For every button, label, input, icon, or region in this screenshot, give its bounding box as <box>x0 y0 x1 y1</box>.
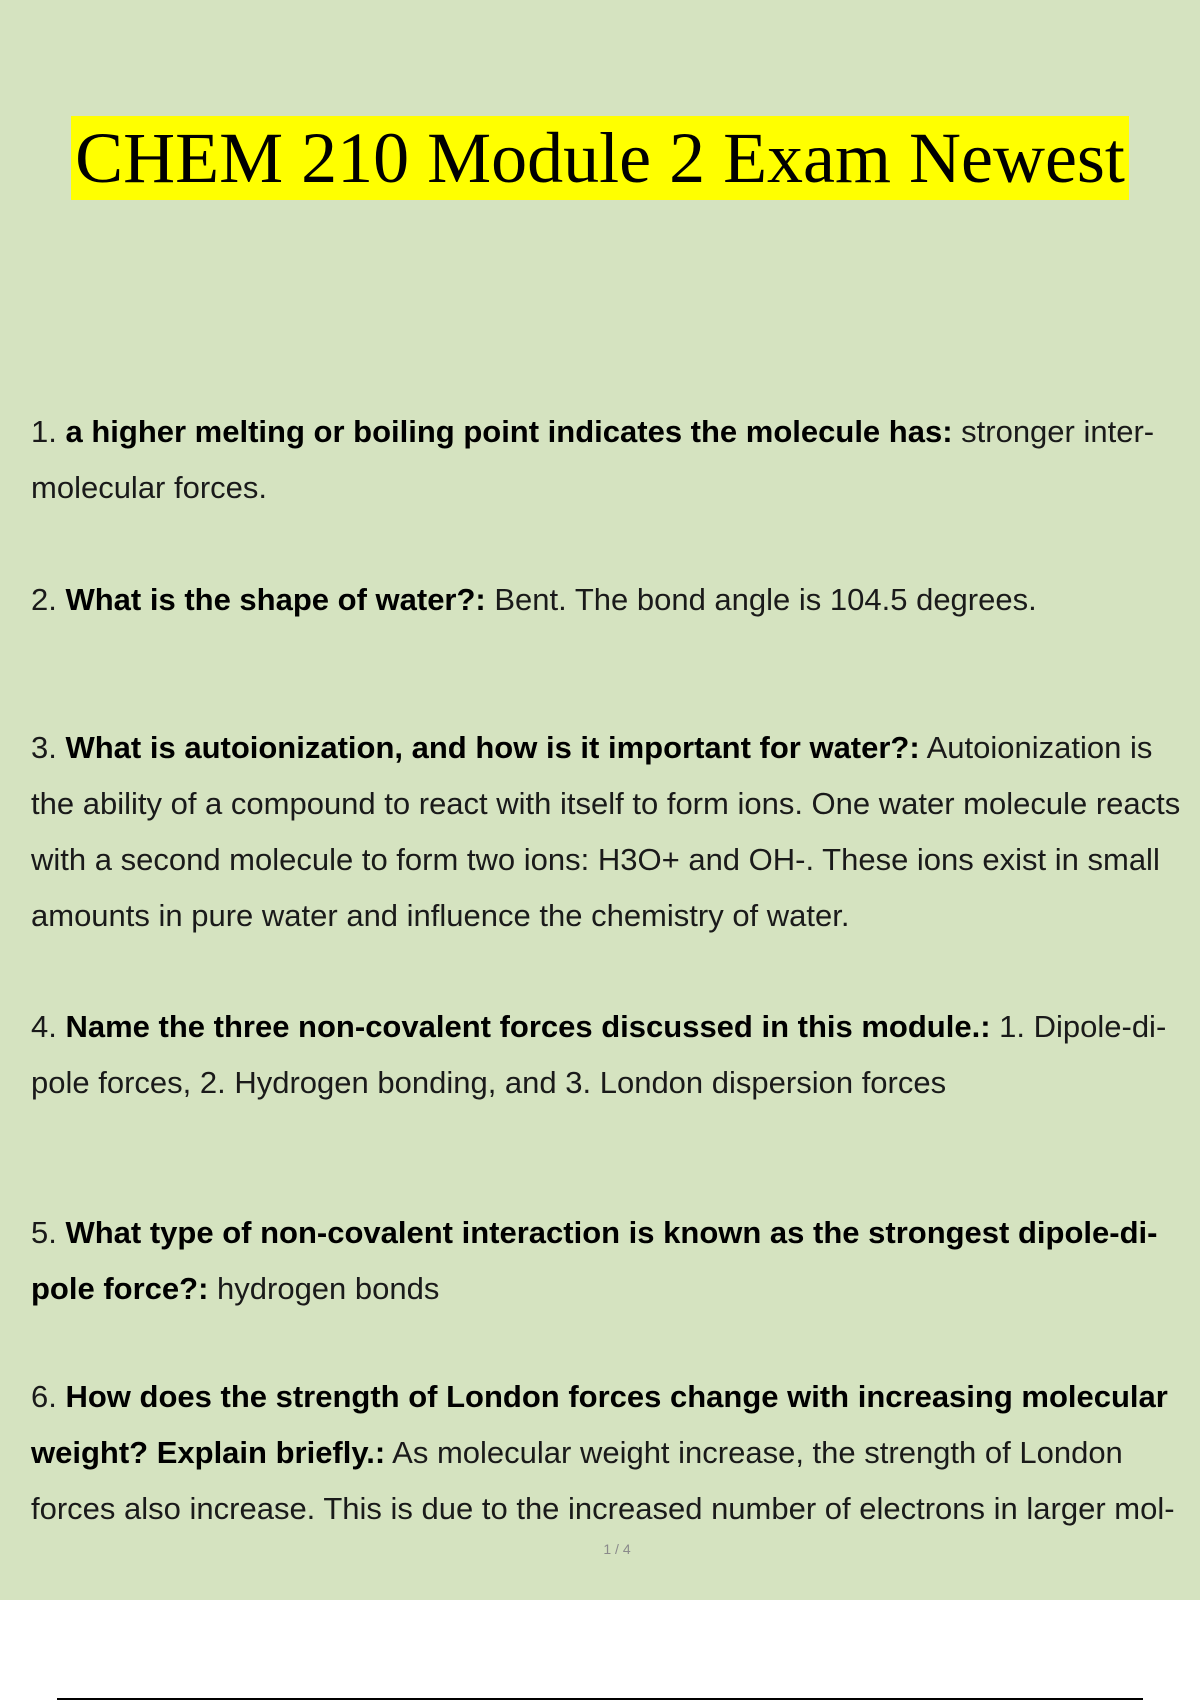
question-number: 3. <box>31 730 57 765</box>
question-item-1 <box>31 404 1200 516</box>
question-item-3 <box>31 720 1200 944</box>
answer-text: Autoionization is <box>919 730 1153 765</box>
question-line <box>31 572 1200 628</box>
answer-text: Bent. The bond angle is 104.5 degrees. <box>485 582 1037 617</box>
answer-text: the ability of a compound to react with itself to form ions. One water molecule reacts <box>31 786 1181 821</box>
answer-line <box>31 1481 1200 1537</box>
answer-line <box>31 1261 1200 1317</box>
question-number: 5. <box>31 1215 57 1250</box>
answer-line <box>31 776 1200 832</box>
answer-text: pole forces, 2. Hydrogen bonding, and 3. London dispersion forces <box>31 1065 947 1100</box>
question-item-5 <box>31 1205 1200 1317</box>
question-text: Name the three non-covalent forces discussed in this module.: <box>65 1009 991 1044</box>
question-line <box>31 999 1200 1055</box>
question-number: 1. <box>31 414 57 449</box>
answer-line <box>31 1425 1200 1481</box>
question-line <box>31 404 1200 460</box>
question-line <box>31 720 1200 776</box>
answer-line <box>31 832 1200 888</box>
question-text: weight? Explain briefly.: <box>31 1435 386 1470</box>
title-container <box>0 116 1200 200</box>
question-text: pole force?: <box>31 1271 209 1306</box>
answer-text: molecular forces. <box>31 470 268 505</box>
question-line <box>31 1205 1200 1261</box>
answer-text: 1. Dipole-di- <box>990 1009 1167 1044</box>
question-text: What type of non-covalent interaction is known as the strongest dipole-di- <box>65 1215 1158 1250</box>
answer-line <box>31 460 1200 516</box>
question-number: 6. <box>31 1379 57 1414</box>
question-text: What is autoionization, and how is it important for water?: <box>65 730 920 765</box>
answer-line <box>31 1055 1200 1111</box>
question-text: What is the shape of water?: <box>65 582 486 617</box>
question-number: 4. <box>31 1009 57 1044</box>
answer-text: amounts in pure water and influence the chemistry of water. <box>31 898 850 933</box>
document-title: CHEM 210 Module 2 Exam Newest <box>71 116 1129 200</box>
answer-text: As molecular weight increase, the strength of London <box>385 1435 1123 1470</box>
answer-text: stronger inter- <box>952 414 1155 449</box>
question-number: 2. <box>31 582 57 617</box>
answer-line <box>31 888 1200 944</box>
question-item-4 <box>31 999 1200 1111</box>
question-item-2 <box>31 572 1200 628</box>
answer-text: with a second molecule to form two ions: H3O+ and OH-. These ions exist in small <box>31 842 1160 877</box>
page-number: 1 / 4 <box>603 1541 631 1557</box>
question-text: How does the strength of London forces change with increasing molecular <box>65 1379 1168 1414</box>
question-text: a higher melting or boiling point indicates the molecule has: <box>65 414 953 449</box>
answer-text: forces also increase. This is due to the increased number of electrons in larger mol- <box>31 1491 1175 1526</box>
question-item-6 <box>31 1369 1200 1537</box>
question-line <box>31 1369 1200 1425</box>
answer-text: hydrogen bonds <box>208 1271 440 1306</box>
